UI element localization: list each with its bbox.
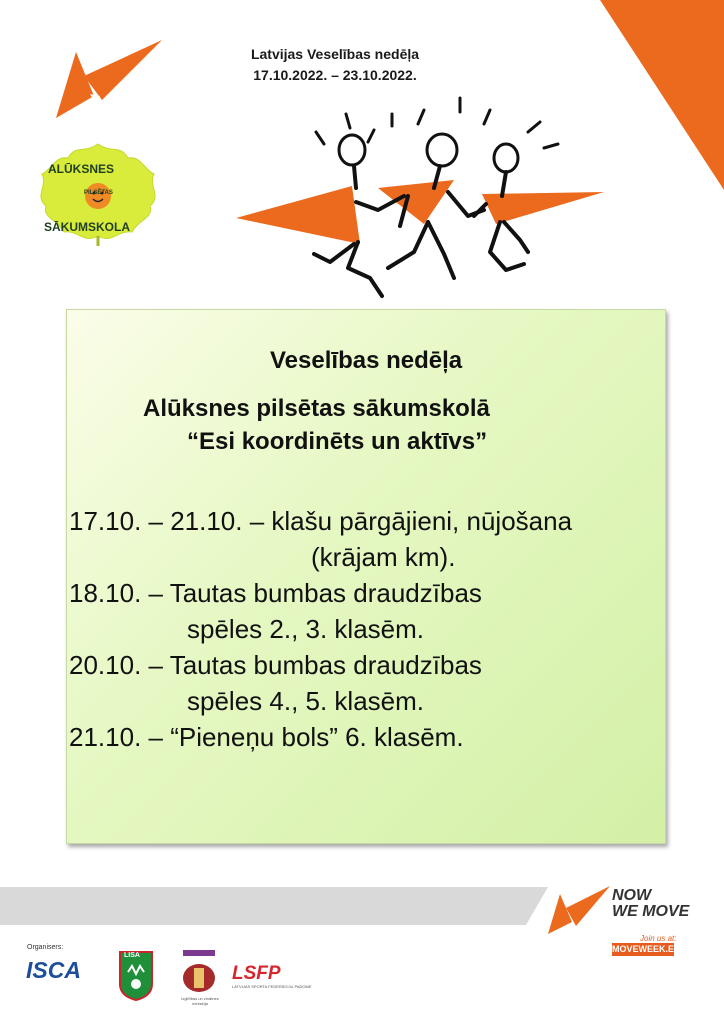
- now-we-move-arrow-logo: [546, 884, 612, 936]
- info-box: [66, 309, 666, 844]
- move-arrow-logo: [50, 38, 166, 122]
- event-date-range: 17.10.2022. – 23.10.2022.: [253, 67, 417, 83]
- schedule-item-3-line2: spēles 4., 5. klasēm.: [187, 686, 424, 716]
- schedule-item-2-line1: 18.10. – Tautas bumbas draudzības: [69, 578, 482, 608]
- ministry-caption: Izglītības un zinātnes ministrija: [181, 996, 219, 1006]
- box-heading-school: Alūksnes pilsētas sākumskolā: [143, 395, 490, 422]
- school-logo-text-top: ALŪKSNES: [48, 162, 115, 176]
- schedule-item-1-line2: (krājam km).: [311, 542, 456, 572]
- school-logo-text-bottom: SĀKUMSKOLA: [44, 220, 130, 234]
- lsfp-logo: LSFP: [232, 963, 281, 984]
- join-us-label: Join us at:: [640, 934, 677, 943]
- lsfp-caption: LATVIJAS SPORTA FEDERĀCIJU PADOME: [232, 984, 312, 989]
- schedule-item-1-line1: 17.10. – 21.10. – klašu pārgājieni, nūjošana: [69, 506, 573, 536]
- lisa-logo-text: LISA: [124, 952, 140, 959]
- now-we-move-text: [612, 888, 689, 920]
- we-move-text: WE MOVE: [612, 903, 690, 920]
- box-heading-slogan: “Esi koordinēts un aktīvs”: [187, 428, 488, 455]
- school-logo: [32, 140, 164, 248]
- schedule-item-3-line1: 20.10. – Tautas bumbas draudzības: [69, 650, 482, 680]
- box-heading-week: Veselības nedēļa: [270, 347, 463, 374]
- schedule-item-2-line2: spēles 2., 3. klasēm.: [187, 614, 424, 644]
- organisers-label: Organisers:: [27, 944, 64, 951]
- moveweek-link[interactable]: MOVEWEEK.EU: [612, 944, 681, 954]
- schedule-item-4-line1: 21.10. – “Pieneņu bols” 6. klasēm.: [69, 722, 464, 752]
- school-logo-text-middle: PILSĒTAS: [84, 190, 113, 196]
- event-title-line1: Latvijas Veselības nedēļa: [250, 46, 420, 62]
- event-title: [180, 44, 490, 86]
- dancing-figures-illustration: [228, 92, 630, 300]
- ministry-crest-logo: [177, 950, 221, 996]
- isca-logo: ISCA: [26, 957, 81, 983]
- now-text: NOW: [612, 887, 652, 904]
